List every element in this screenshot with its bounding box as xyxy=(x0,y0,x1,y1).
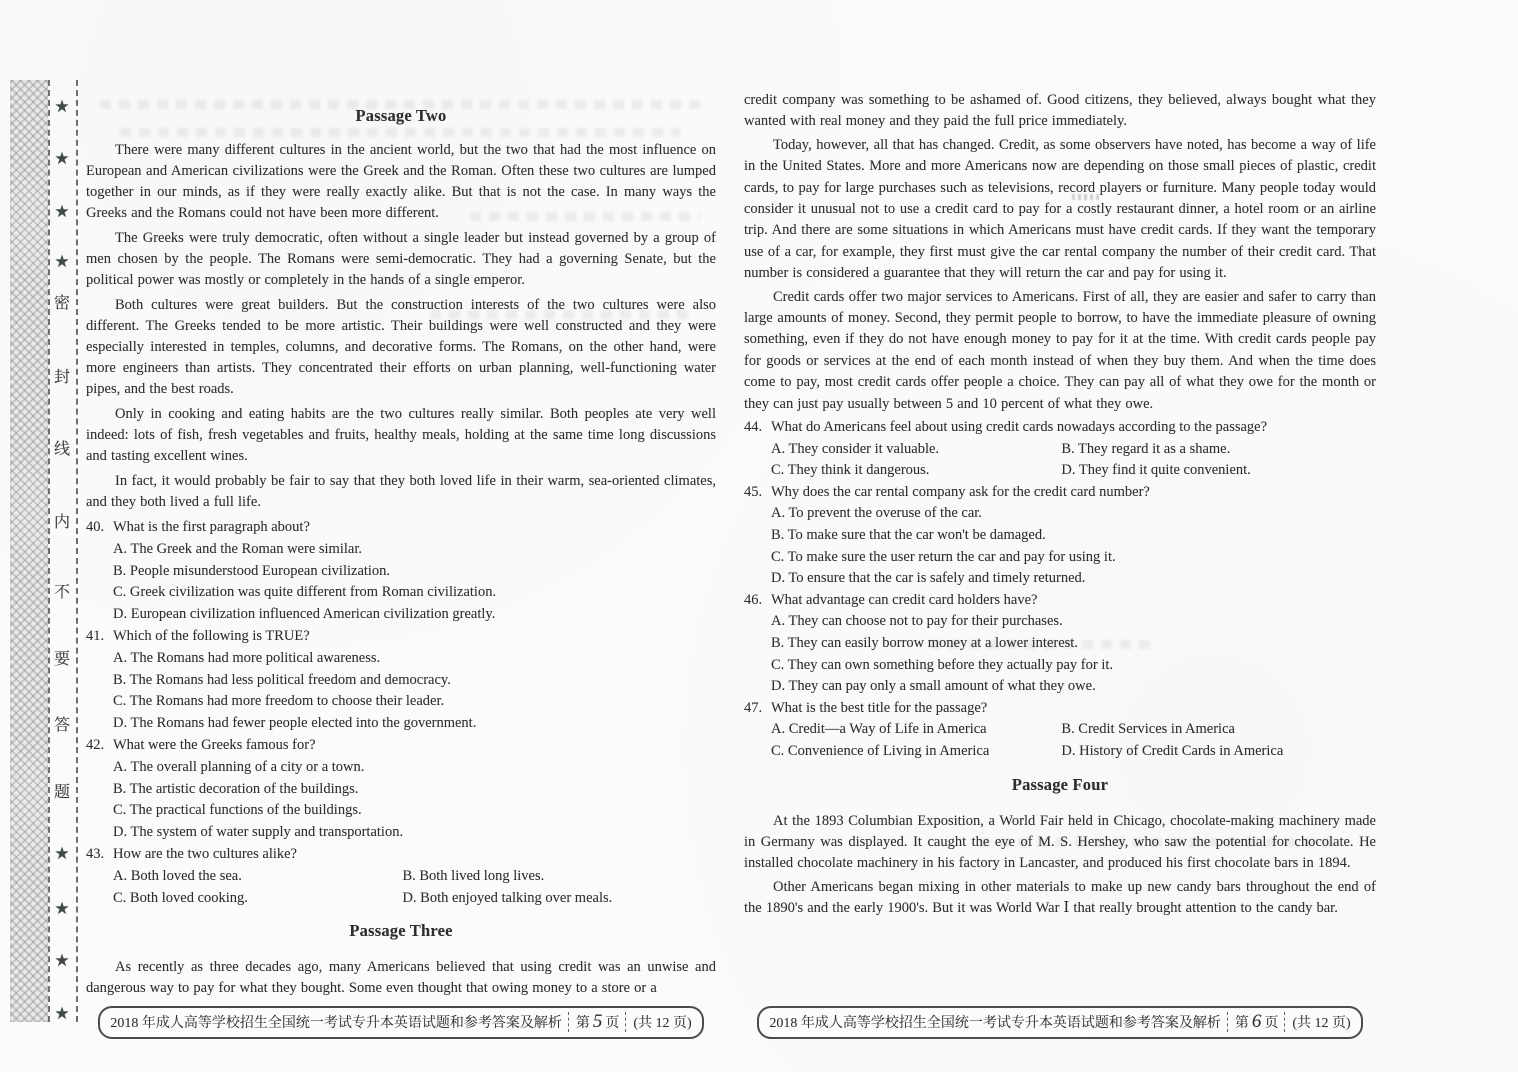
passage-three-title: Passage Three xyxy=(349,921,453,941)
answer-option: D. They find it quite convenient. xyxy=(1061,462,1251,479)
question-45 xyxy=(744,482,1376,590)
answer-option: C. They can own something before they actually pay for it. xyxy=(771,656,1113,673)
right-column xyxy=(744,90,1376,922)
passage-paragraph: In fact, it would probably be fair to say that they both loved life in their warm, sea-oriented climates, and they both lived a full life. xyxy=(86,473,716,510)
passage-paragraph: As recently as three decades ago, many Americans believed that using credit was an unwise and dangerous way to pay for what they bought. Some even thought that owing money to a store or a xyxy=(86,959,716,997)
seal-text-char: 题 xyxy=(53,784,70,801)
question-number: 45. xyxy=(744,483,763,500)
seal-line-texture-strip xyxy=(10,80,48,1022)
answer-option: B. To make sure that the car won't be damaged. xyxy=(771,527,1046,544)
answer-option: C. To make sure the user return the car and pay for using it. xyxy=(771,548,1116,565)
margin-star-icon: ★ xyxy=(54,252,70,271)
answer-option: D. The system of water supply and transportation. xyxy=(113,824,404,841)
seal-text-char: 答 xyxy=(53,717,70,734)
question-number: 43. xyxy=(86,845,105,862)
question-41 xyxy=(86,626,716,735)
answer-option: C. The Romans had more freedom to choose their leader. xyxy=(113,693,445,710)
page-footer-left xyxy=(86,1006,716,1039)
seal-text-char: 要 xyxy=(53,651,70,668)
question-stem: Which of the following is TRUE? xyxy=(113,627,310,644)
seal-text-char: 封 xyxy=(53,369,70,386)
footer-box xyxy=(757,1006,1362,1039)
passage-paragraph: The Greeks were truly democratic, often without a single leader but instead governed by a group of men chosen by the people. The Romans were semi-democratic. They had a governing Senate, but the political power was mostly or completely in the hands of a single emperor. xyxy=(86,230,716,288)
seal-text-char: 密 xyxy=(53,295,70,312)
answer-option: B. They regard it as a shame. xyxy=(1061,440,1231,457)
footer-total-pages: (共 12 页) xyxy=(1284,1012,1350,1032)
answer-option: A. The overall planning of a city or a town. xyxy=(113,758,365,775)
question-number: 41. xyxy=(86,627,105,644)
answer-option: D. History of Credit Cards in America xyxy=(1061,743,1284,759)
question-47 xyxy=(744,698,1376,763)
answer-option: C. Greek civilization was quite different from Roman civilization. xyxy=(113,584,497,601)
answer-option: C. Convenience of Living in America xyxy=(771,743,990,759)
answer-option: D. European civilization influenced American civilization greatly. xyxy=(113,606,496,623)
answer-option: D. They can pay only a small amount of what they owe. xyxy=(771,678,1096,695)
seal-text-char: 线 xyxy=(53,441,70,458)
answer-option: A. They can choose not to pay for their purchases. xyxy=(771,613,1063,630)
margin-star-icon: ★ xyxy=(54,951,70,970)
footer-page-label: 第 xyxy=(1227,1012,1249,1032)
seal-dashed-line xyxy=(76,80,78,1022)
question-stem: What advantage can credit card holders have? xyxy=(771,591,1038,608)
answer-option: C. The practical functions of the buildings. xyxy=(113,802,362,819)
answer-option: B. Credit Services in America xyxy=(1061,721,1235,738)
question-40 xyxy=(86,517,716,626)
footer-page-label: 第 xyxy=(568,1012,590,1032)
answer-option: A. Both loved the sea. xyxy=(113,867,242,884)
question-number: 46. xyxy=(744,591,763,608)
passage-paragraph: Other Americans began mixing in other materials to make up new candy bars throughout the end of the 1890's and the early 1900's. But it was World War Ⅰ that really brought attention to the candy bar. xyxy=(744,878,1376,917)
footer-total-pages: (共 12 页) xyxy=(625,1012,691,1032)
answer-option: D. To ensure that the car is safely and timely returned. xyxy=(771,570,1086,587)
passage-paragraph: credit company was something to be ashamed of. Good citizens, they believed, always bought what they wanted with real money and they paid the full price immediately. xyxy=(744,92,1376,130)
answer-option: A. The Romans had more political awareness. xyxy=(113,649,381,666)
answer-option: D. Both enjoyed talking over meals. xyxy=(402,889,613,906)
passage-paragraph: Only in cooking and eating habits are the two cultures really similar. Both peoples ate very well indeed: lots of fish, fresh vegetables and fruits, healthy meals, holding at the same time long discussions and tasting excellent wines. xyxy=(86,406,716,464)
question-stem: Why does the car rental company ask for the credit card number? xyxy=(771,483,1150,500)
passage-paragraph: Both cultures were great builders. But the construction interests of the two cultures were also different. The Greeks tended to be more artistic. Their buildings were well constructed and they were especially interested in temples, columns, and decorative forms. The Romans, on the other hand, were more engineers than artists. They concentrated their efforts on urban planning, well-functioning water pipes, and the best roads. xyxy=(86,297,716,397)
footer-title: 2018 年成人高等学校招生全国统一考试专升本英语试题和参考答案及解析 xyxy=(110,1016,562,1031)
answer-option: B. The Romans had less political freedom and democracy. xyxy=(113,671,451,688)
margin-star-icon: ★ xyxy=(54,202,70,221)
answer-option: B. They can easily borrow money at a lower interest. xyxy=(771,635,1078,652)
question-46 xyxy=(744,590,1376,698)
question-stem: What is the first paragraph about? xyxy=(113,519,310,535)
answer-option: B. People misunderstood European civilization. xyxy=(113,562,391,579)
question-number: 44. xyxy=(744,419,763,436)
footer-page-unit: 页 xyxy=(1264,1016,1279,1031)
answer-option: A. The Greek and the Roman were similar. xyxy=(113,540,362,557)
passage-paragraph: There were many different cultures in the ancient world, but the two that had the most influence on European and American civilizations were the Greek and the Roman. Often these two cultures are lumped together in our minds, as if they were really exactly alike. But that is not the case. In many ways the Greeks and the Romans could not have been more different. xyxy=(86,142,716,221)
question-stem: What is the best title for the passage? xyxy=(771,699,988,716)
seal-text-char: 内 xyxy=(53,514,70,531)
footer-page-number: 5 xyxy=(592,1011,603,1032)
passage-paragraph: Today, however, all that has changed. Credit, as some observers have noted, has become a way of life in the United States. More and more Americans now are depending on those small pieces of plastic, credit cards, to pay for large purchases such as televisions, record players or furniture. Many people today would consider it unusual not to use a credit card to pay for a costly restaurant dinner, a hotel room or an airline trip. And there are some situations in which Americans must have credit cards. If they want the temporary use of a car, for example, they first must give the car rental company the number of their credit card. That number is considered a guarantee that they will return the car and pay for using it. xyxy=(744,136,1376,282)
question-42 xyxy=(86,735,716,844)
question-stem: How are the two cultures alike? xyxy=(113,845,297,862)
seal-dashed-line xyxy=(48,80,50,1022)
margin-star-icon: ★ xyxy=(54,1004,70,1023)
passage-paragraph: At the 1893 Columbian Exposition, a World Fair held in Chicago, chocolate-making machinery made in Germany was displayed. It caught the eye of M. S. Hershey, who saw the potential for chocolate. He installed chocolate machinery in his factory in Lancaster, and produced his first chocolate bars in 1894. xyxy=(744,812,1376,872)
passage-two-title: Passage Two xyxy=(355,106,447,125)
footer-page-number: 6 xyxy=(1251,1011,1262,1032)
margin-star-icon: ★ xyxy=(54,899,70,918)
question-stem: What do Americans feel about using credit cards nowadays according to the passage? xyxy=(771,419,1268,436)
answer-option: A. They consider it valuable. xyxy=(771,440,940,457)
answer-option: B. The artistic decoration of the buildings. xyxy=(113,780,359,797)
question-number: 40. xyxy=(86,519,105,535)
passage-four-title: Passage Four xyxy=(1011,774,1109,794)
answer-option: A. Credit—a Way of Life in America xyxy=(771,721,987,738)
margin-star-icon: ★ xyxy=(54,97,70,116)
answer-option: D. The Romans had fewer people elected into the government. xyxy=(113,715,477,732)
question-number: 47. xyxy=(744,699,763,716)
footer-box xyxy=(98,1006,703,1039)
question-number: 42. xyxy=(86,736,105,753)
margin-star-icon: ★ xyxy=(54,149,70,168)
footer-page-unit: 页 xyxy=(605,1016,620,1031)
question-44 xyxy=(744,417,1376,482)
passage-paragraph: Credit cards offer two major services to Americans. First of all, they are easier and safer to carry than large amounts of money. Second, they permit people to borrow, to have the immediate pleasure of owning something, even if they do not have enough money to pay for it at the time. With credit cards people pay for goods or services at the end of each month instead of when they buy them. And when the time does come to pay, most credit cards offer people a choice. They can pay all of what they owe for the month or they can just pay usually between 5 and 10 percent of what they owe. xyxy=(744,288,1376,412)
margin-star-icon: ★ xyxy=(54,844,70,863)
page-footer-right xyxy=(744,1006,1376,1039)
answer-option: C. Both loved cooking. xyxy=(113,889,248,906)
question-43 xyxy=(86,844,716,909)
left-column xyxy=(86,98,716,1003)
footer-title: 2018 年成人高等学校招生全国统一考试专升本英语试题和参考答案及解析 xyxy=(769,1016,1221,1031)
answer-option: B. Both lived long lives. xyxy=(402,867,545,884)
answer-option: A. To prevent the overuse of the car. xyxy=(771,505,982,522)
seal-text-char: 不 xyxy=(53,584,70,601)
answer-option: C. They think it dangerous. xyxy=(771,462,930,479)
question-stem: What were the Greeks famous for? xyxy=(113,736,316,753)
